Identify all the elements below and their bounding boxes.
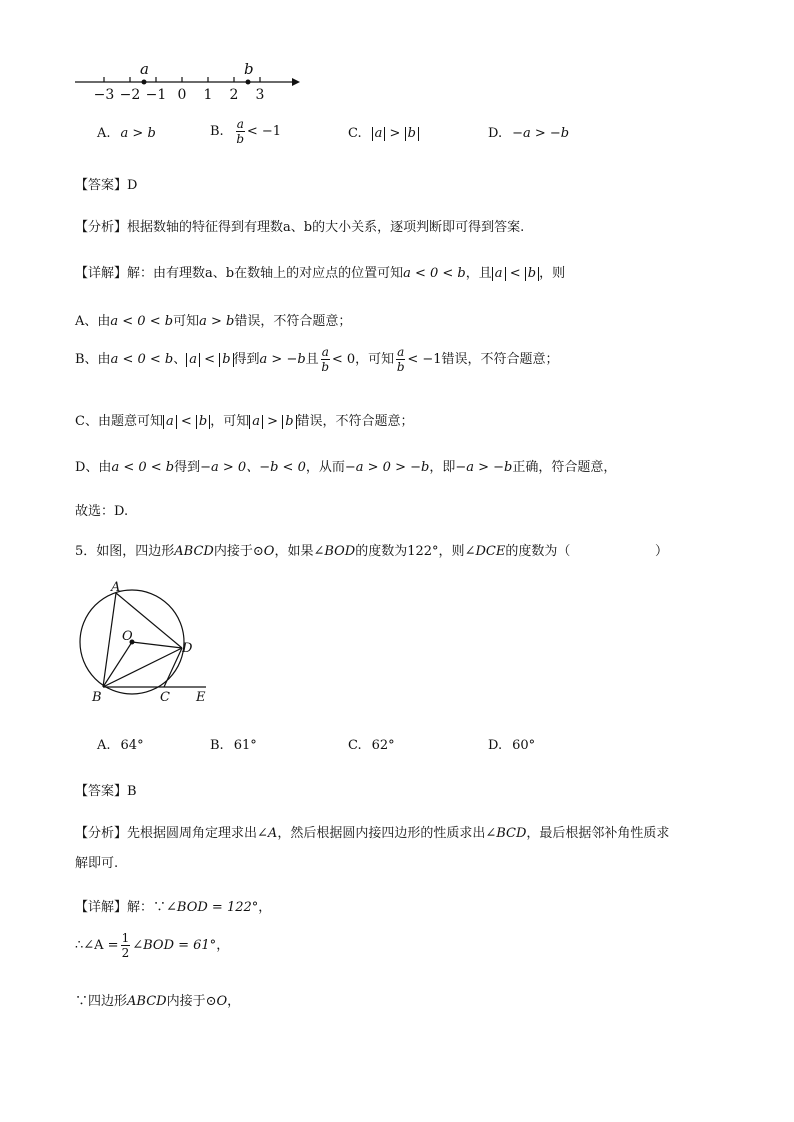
label-a: A	[111, 580, 121, 595]
q5-question: 5．如图，四边形ABCD内接于⊙O，如果∠BOD的度数为122°，则∠DCE的度数为（	[75, 544, 571, 559]
q4-answer	[75, 174, 137, 193]
answer-value: B	[127, 784, 137, 799]
q5-circle-figure	[78, 580, 213, 705]
circle-symbol: ⊙	[205, 994, 217, 1009]
q4-detail-line-d: D、由a < 0 < b得到−a > 0、−b < 0，从而−a > 0 > −b，即−a > −b正确，符合题意，	[75, 460, 617, 475]
q5-step-2: ∴∠A = $\frac{1}{2}$ ∠BOD = 61°，	[75, 931, 230, 960]
number-line-arrow	[292, 78, 300, 86]
q4-option-b	[210, 118, 281, 145]
number-line-tick-label: 1	[203, 87, 213, 103]
number-line-figure	[70, 60, 310, 105]
fraction: $\frac{a}{b}$	[236, 117, 245, 146]
label-b: B	[92, 690, 102, 705]
option-text: a > b	[120, 126, 156, 141]
number-line-tick-label: −1	[145, 87, 167, 103]
analysis-label: 【分析】	[75, 826, 128, 841]
q4-detail-intro: 【详解】解：由有理数a、b在数轴上的对应点的位置可知a < 0 < b，且 a < b ，则	[75, 266, 566, 281]
option-text: −a > −b	[512, 126, 570, 141]
label-d: D	[182, 641, 193, 656]
answer-value: D	[127, 178, 138, 193]
number-line-tick-label: 3	[255, 87, 265, 103]
number-line-tick-label: −2	[119, 87, 141, 103]
analysis-label: 【分析】	[75, 220, 128, 235]
q5-step-3: ∵四边形ABCD内接于⊙O，	[75, 994, 241, 1009]
q4-detail-line-c: C、由题意可知 a < b ，可知 a > b 错误，不符合题意；	[75, 414, 414, 429]
detail-label: 【详解】	[75, 900, 128, 915]
point-a-dot	[142, 80, 147, 85]
number-line-tick-label: 0	[177, 87, 187, 103]
q4-conclusion: 故选：D.	[75, 504, 129, 519]
q5-answer	[75, 780, 137, 799]
option-letter: B.	[210, 738, 224, 753]
option-text: < −1	[246, 124, 282, 139]
answer-label: 【答案】	[75, 178, 128, 193]
q5-analysis: 【分析】先根据圆周角定理求出∠A，然后根据圆内接四边形的性质求出∠BCD，最后根据邻补角性质求	[75, 826, 670, 841]
fraction: $\frac{a}{b}$	[321, 345, 330, 374]
q5-option-a	[97, 738, 144, 753]
segment-od	[132, 642, 182, 648]
q5-option-d	[488, 738, 535, 753]
option-letter: B.	[210, 124, 224, 139]
option-letter: D.	[488, 738, 503, 753]
q4-detail-line-b: B、由a < 0 < b、 a < b 得到a > −b且 $\frac{a}{b}$ < 0，可知 $\frac{a}{b}$ < −1错误，不符合题意；	[75, 345, 559, 374]
option-letter: C.	[348, 126, 362, 141]
number-line-tick-label: −3	[93, 87, 115, 103]
q5-detail: 【详解】解：∵∠BOD = 122°，	[75, 900, 272, 915]
option-letter: A.	[97, 126, 111, 141]
fraction: $\frac{1}{2}$	[121, 931, 130, 960]
label-c: C	[160, 690, 170, 705]
q4-detail-line-a: A、由a < 0 < b可知a > b错误，不符合题意；	[75, 314, 352, 329]
point-a-label: a	[140, 60, 149, 78]
option-value: 61°	[233, 738, 257, 753]
q4-option-a	[97, 126, 156, 141]
label-o: O	[122, 629, 133, 644]
segment-ab	[103, 593, 116, 687]
analysis-text: 根据数轴的特征得到有理数a、b的大小关系，逐项判断即可得到答案.	[127, 220, 525, 235]
option-value: 62°	[371, 738, 395, 753]
q4-analysis	[75, 216, 524, 235]
q4-option-c: C. a > b	[348, 126, 419, 141]
option-value: 64°	[120, 738, 144, 753]
answer-label: 【答案】	[75, 784, 128, 799]
q5-option-b	[210, 738, 257, 753]
q5-question-close: ）	[655, 544, 669, 559]
q5-option-c	[348, 738, 395, 753]
label-e: E	[196, 690, 206, 705]
option-letter: A.	[97, 738, 111, 753]
number-line-tick-label: 2	[229, 87, 239, 103]
detail-label: 【详解】	[75, 266, 128, 281]
segment-dc	[164, 648, 182, 687]
circle-symbol: ⊙	[252, 544, 264, 559]
segment-bd	[103, 648, 182, 687]
q4-option-d	[488, 126, 569, 141]
q5-analysis-line2: 解即可.	[75, 856, 119, 871]
fraction: $\frac{a}{b}$	[396, 345, 405, 374]
point-b-label: b	[244, 60, 254, 78]
option-letter: C.	[348, 738, 362, 753]
option-value: 60°	[512, 738, 536, 753]
option-letter: D.	[488, 126, 503, 141]
point-b-dot	[246, 80, 251, 85]
